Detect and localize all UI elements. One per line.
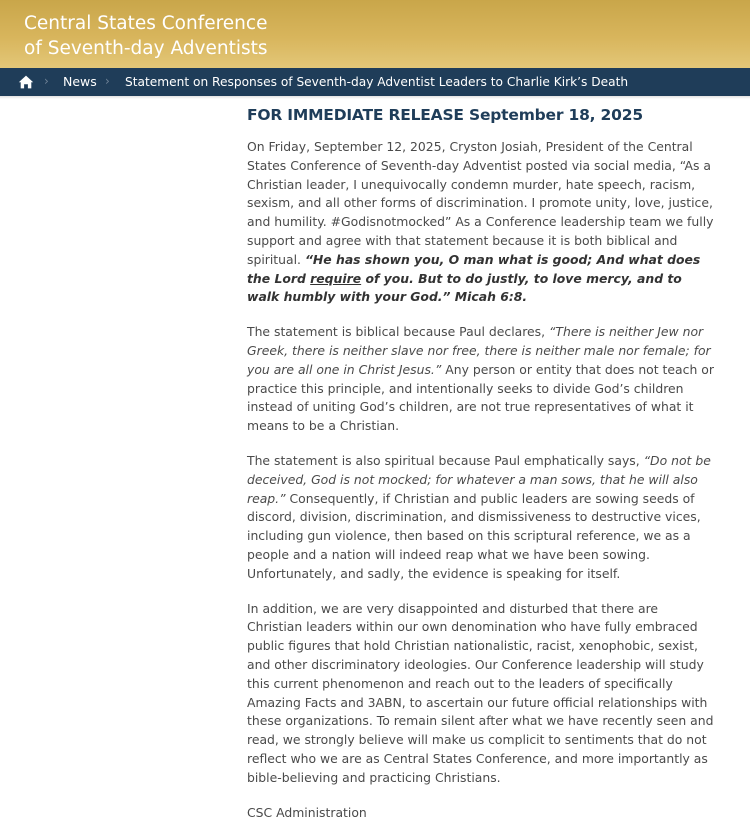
- header-shadow: [0, 96, 750, 99]
- site-title[interactable]: [24, 11, 424, 61]
- article-paragraph-2: [247, 323, 717, 436]
- chevron-right-icon: ›: [44, 73, 49, 89]
- require-underlined: require: [310, 271, 361, 286]
- galatians-6-quote: “Do not be deceived, God is not mocked; for whatever a man sows, that he will also reap.”: [247, 453, 711, 506]
- site-title-line1: Central States Conference: [24, 11, 424, 36]
- article-paragraph-4: In addition, we are very disappointed and disturbed that there are Christian leaders within our own denomination who have fully embraced public figures that hold Christian nationalistic, racist, xenophobic, sexist, and other discriminatory ideologies. Our Conference leadership will study this current phenomenon and reach out to the leaders of specifically Amazing Facts and 3ABN, to ascertain our future official relationships with these organizations. To remain silent after what we have recently seen and read, we strongly believe will make us complicit to sentiments that do not reflect who we are as Central States Conference, and more importantly as bible-believing and practicing Christians.: [247, 600, 717, 788]
- article-paragraph-3: [247, 452, 717, 584]
- breadcrumb: [0, 68, 750, 96]
- signoff: CSC Administration: [247, 804, 717, 822]
- p2-rest: Any person or entity that does not teach or practice this principle, and intentionally seeks to divide God’s children instead of uniting God’s children, are not true representatives of what it means to be a Christian.: [247, 362, 714, 433]
- home-icon[interactable]: [18, 74, 34, 90]
- p3-lead: The statement is also spiritual because Paul emphatically says,: [247, 453, 644, 468]
- release-heading: FOR IMMEDIATE RELEASE September 18, 2025: [247, 104, 717, 126]
- article-paragraph-1: [247, 138, 717, 307]
- p2-lead: The statement is biblical because Paul declares,: [247, 324, 549, 339]
- site-header: [0, 0, 750, 68]
- micah-quote: [247, 252, 700, 305]
- article-body: [247, 104, 717, 822]
- micah-quote-part-b: of you. But to do justly, to love mercy, and to walk humbly with your God.” Micah 6:8.: [247, 271, 682, 305]
- breadcrumb-news-link[interactable]: News: [63, 74, 97, 90]
- p1-text: On Friday, September 12, 2025, Cryston Josiah, President of the Central States Conference of Seventh-day Adventist posted via social media, “As a Christian leader, I unequivocally condemn murder, hate speech, racism, sexism, and all other forms of discrimination. I promote unity, love, justice, and humility. #Godisnotmocked” As a Conference leadership team we fully support and agree with that statement because it is both biblical and spiritual.: [247, 139, 713, 267]
- breadcrumb-current-page: Statement on Responses of Seventh-day Adventist Leaders to Charlie Kirk’s Death: [125, 74, 628, 90]
- micah-quote-part-a: “He has shown you, O man what is good; And what does the Lord: [247, 252, 700, 286]
- site-title-line2: of Seventh-day Adventists: [24, 36, 424, 61]
- galatians-quote: “There is neither Jew nor Greek, there is neither slave nor free, there is neither male nor female; for you are all one in Christ Jesus.”: [247, 324, 711, 377]
- chevron-right-icon: ›: [105, 73, 110, 89]
- p3-rest: Consequently, if Christian and public leaders are sowing seeds of discord, division, discrimination, and dismissiveness to destructive vices, including gun violence, then based on this scriptural reference, we as a people and a nation will indeed reap what we have been sowing. Unfortunately, and sadly, the evidence is speaking for itself.: [247, 491, 701, 581]
